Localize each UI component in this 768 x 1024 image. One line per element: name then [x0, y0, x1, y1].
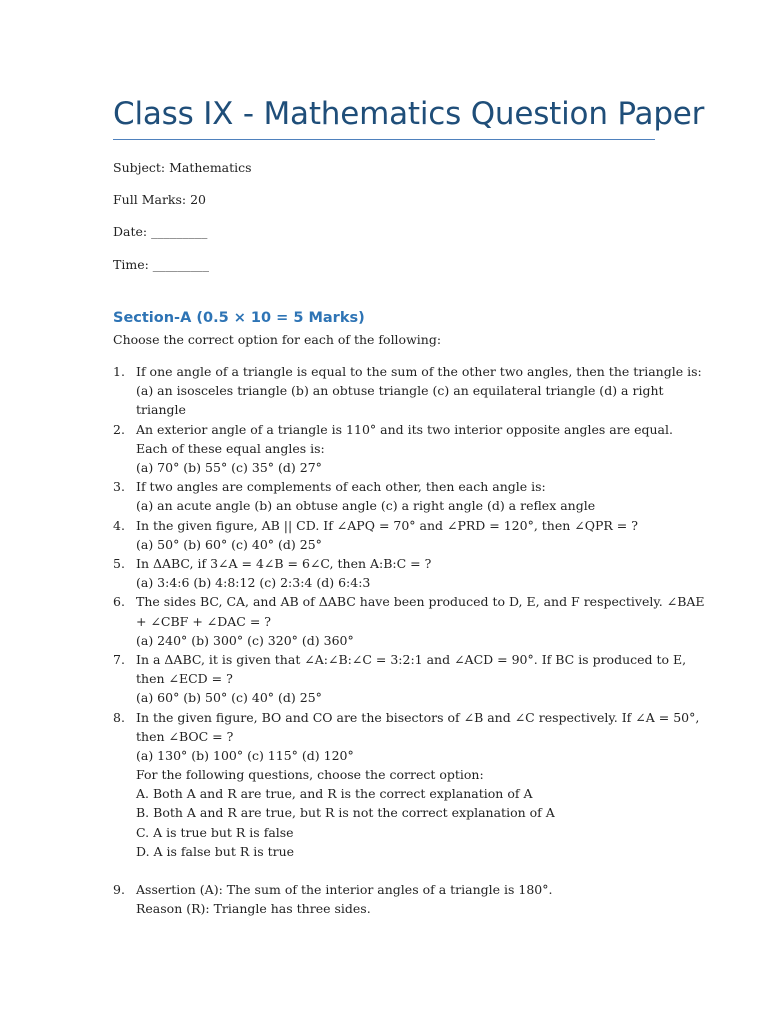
reason-text: Reason (R): Triangle has three sides.: [136, 901, 371, 917]
assertion-text: Assertion (A): The sum of the interior angles of a triangle is 180°.: [136, 882, 553, 897]
question-options: (a) 3:4:6 (b) 4:8:12 (c) 2:3:4 (d) 6:4:3: [136, 575, 371, 591]
question-text: In the given figure, BO and CO are the bisectors of ∠B and ∠C respectively. If ∠A = 50°,: [136, 709, 700, 725]
question-options: (a) an acute angle (b) an obtuse angle (c) a right angle (d) a reflex angle: [136, 498, 596, 514]
question-text: In a ΔABC, it is given that ∠A:∠B:∠C = 3:2:1 and ∠ACD = 90°. If BC is produced to E,: [136, 652, 687, 668]
question-number: 1.: [113, 364, 125, 379]
assertion-reason-option-d: D. A is false but R is true: [136, 843, 295, 859]
question-text: In ΔABC, if 3∠A = 4∠B = 6∠C, then A:B:C = ?: [136, 556, 432, 572]
question-number: 6.: [113, 594, 125, 610]
date-line: Date: _________: [113, 224, 208, 239]
question-options-continued: triangle: [136, 402, 186, 418]
time-line: Time: _________: [113, 257, 210, 272]
question-number: 4.: [113, 517, 125, 533]
section-a-heading: Section-A (0.5 × 10 = 5 Marks): [113, 310, 365, 326]
question-options: (a) 240° (b) 300° (c) 320° (d) 360°: [136, 632, 354, 648]
question-text: An exterior angle of a triangle is 110° and its two interior opposite angles are equal.: [136, 421, 673, 437]
question-list: [113, 362, 705, 765]
question-number: 3.: [113, 479, 125, 495]
assertion-reason-instructions: [113, 765, 555, 861]
question-item: [113, 650, 687, 708]
question-text: The sides BC, CA, and AB of ΔABC have been produced to D, E, and F respectively. ∠BAE: [136, 594, 705, 610]
question-item: [113, 420, 673, 478]
question-item: [113, 708, 700, 766]
question-item: [113, 554, 658, 592]
question-options: (a) 60° (b) 50° (c) 40° (d) 25°: [136, 690, 322, 706]
question-text: In the given figure, AB || CD. If ∠APQ = 70° and ∠PRD = 120°, then ∠QPR = ?: [136, 517, 638, 533]
question-text: If one angle of a triangle is equal to the sum of the other two angles, then the triangle is:: [136, 364, 702, 379]
question-item: [113, 516, 658, 554]
question-options: (a) 50° (b) 60° (c) 40° (d) 25°: [136, 536, 322, 552]
question-number: 9.: [113, 882, 125, 897]
question-number: 8.: [113, 709, 125, 725]
assertion-reason-option-a: A. Both A and R are true, and R is the correct explanation of A: [136, 786, 533, 802]
question-options: (a) an isosceles triangle (b) an obtuse triangle (c) an equilateral triangle (d) a right: [136, 383, 664, 399]
question-item: [113, 592, 705, 650]
question-number: 7.: [113, 652, 125, 668]
question-options: (a) 70° (b) 55° (c) 35° (d) 27°: [136, 460, 322, 476]
question-text-continued: + ∠CBF + ∠DAC = ?: [136, 613, 271, 629]
question-item: [113, 477, 658, 515]
section-a-instruction: Choose the correct option for each of the following:: [113, 332, 442, 347]
title-underline: [113, 139, 655, 140]
question-number: 5.: [113, 556, 125, 572]
assertion-reason-option-c: C. A is true but R is false: [136, 824, 294, 840]
full-marks-line: Full Marks: 20: [113, 192, 206, 207]
question-item-9: [113, 880, 681, 918]
page-title: Class IX - Mathematics Question Paper: [113, 96, 705, 132]
question-text-continued: Each of these equal angles is:: [136, 440, 325, 456]
assertion-reason-intro: For the following questions, choose the correct option:: [136, 767, 484, 782]
question-text: If two angles are complements of each other, then each angle is:: [136, 479, 546, 495]
question-number: 2.: [113, 421, 125, 437]
question-item: [113, 362, 702, 420]
question-text-continued: then ∠BOC = ?: [136, 728, 234, 744]
assertion-reason-option-b: B. Both A and R are true, but R is not the correct explanation of A: [136, 805, 555, 821]
subject-line: Subject: Mathematics: [113, 160, 252, 175]
question-options: (a) 130° (b) 100° (c) 115° (d) 120°: [136, 748, 354, 764]
question-text-continued: then ∠ECD = ?: [136, 671, 233, 687]
